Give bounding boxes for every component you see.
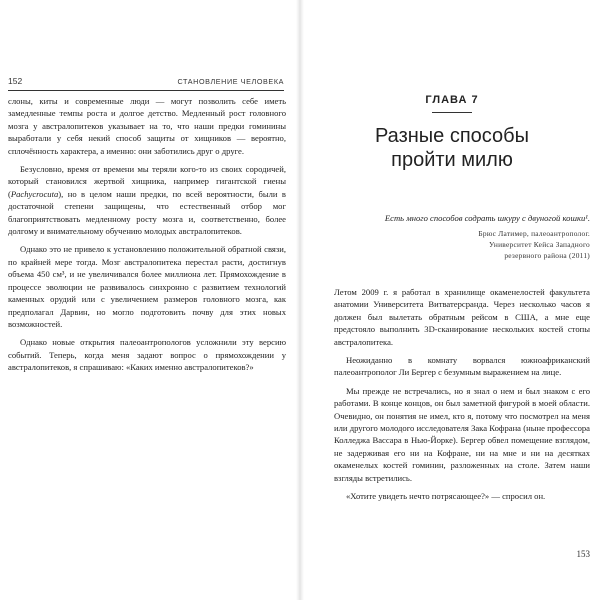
chapter-title [304, 124, 600, 172]
paragraph: Мы прежде не встречались, но я знал о нем и был знаком с его работами. В конце концов, он был заметной фигурой в моей области. Очевидно, он понятия не имел, кто я, потому что посмотрел на меня или другого молодого исследователя Зака Кофрана (ныне профессора Колледжа Вассара в Нью-Йорке). Бергер обвел помещение взглядом, не задерживая его ни на Кофране, ни на мне и ни на десятках окаменелых костей гоминин, разложенных на столе. Затем наши взгляды встретились. [334, 385, 590, 483]
text-run: Однако это не привело к установлению положительной обратной связи, по крайней мере тогда. Мозг австралопитека перестал расти, достигнув объема 450 см³, и не увеличивался более миллиона лет. Прямохождение в процессе эволюции не развивалось синхронно с развитием технологий каменных орудий или с увеличением размеров головного мозга, как предполагал Дарвин, но могло подготовить почву для этих новых возможностей. [8, 244, 286, 329]
chapter-title-line: пройти милю [391, 149, 513, 171]
book-gutter [296, 0, 304, 600]
text-run: слоны, киты и современные люди — могут позволить себе иметь замедленные темпы роста и долгое детство. Медленный рост головного мозга у австралопитеков указывает на то, что наши предки гоминины выработали у себя некий способ защиты от хищников — вероятно, сплочённость характера, а именно: они заботились друг о друге. [8, 96, 286, 156]
paragraph: «Хотите увидеть нечто потрясающее?» — спросил он. [346, 491, 546, 502]
paragraph: Неожиданно в комнату ворвался южноафриканский палеоантрополог Ли Бергер с безумным выражением на лице. [334, 355, 590, 378]
text-run: Безусловно, время от времени мы теряли кого-то из своих сородичей, который становился жертвой хищника, например гигантской гиены ( [8, 164, 286, 199]
paragraph [8, 243, 286, 330]
paragraph [8, 95, 286, 157]
text-run: ), но в целом наши предки, по всей вероятности, были в достаточной степени защищены, что естественный отбор мог благоприятствовать медленному росту мозга и, соответственно, более долгому и внимательному обучению молодых австралопитеков. [8, 188, 286, 237]
chapter-label: ГЛАВА 7 [425, 94, 479, 106]
left-body-text [8, 95, 286, 380]
right-body-text [334, 286, 590, 509]
paragraph: Летом 2009 г. я работал в хранилище окаменелостей факультета анатомии Университета Витватерсранда. Через несколько часов я должен был вылетать обратным рейсом в США, а мне еще предстояло выполнить 3D-сканирование нескольких костей стопы австралопитека. [334, 287, 590, 347]
paragraph [8, 336, 286, 373]
chapter-title-line: Разные способы [375, 125, 529, 147]
chapter-rule [432, 112, 472, 113]
running-head-rule [8, 90, 284, 91]
paragraph [8, 163, 286, 237]
attribution-line: резервного района (2011) [504, 251, 590, 260]
running-head [8, 76, 284, 90]
running-head-title: СТАНОВЛЕНИЕ ЧЕЛОВЕКА [177, 77, 284, 86]
epigraph: Есть много способов содрать шкуру с двуногой кошки¹. [384, 213, 590, 223]
attribution-line: Брюс Латимер, палеоантрополог. [478, 229, 590, 238]
text-run: Однако новые открытия палеоантропологов усложнили эту версию событий. Теперь, когда меня задают вопрос о прямохождении у австралопитеков, я спрашиваю: «Каких именно австралопитеков?» [8, 337, 286, 373]
epigraph-attribution [364, 228, 590, 261]
italic-term: Pachycrocuta [10, 188, 59, 199]
attribution-line: Университет Кейса Западного [489, 240, 590, 249]
left-page [0, 0, 296, 600]
right-page-number: 153 [576, 549, 590, 559]
left-page-number: 152 [8, 76, 23, 86]
right-page [304, 0, 600, 600]
